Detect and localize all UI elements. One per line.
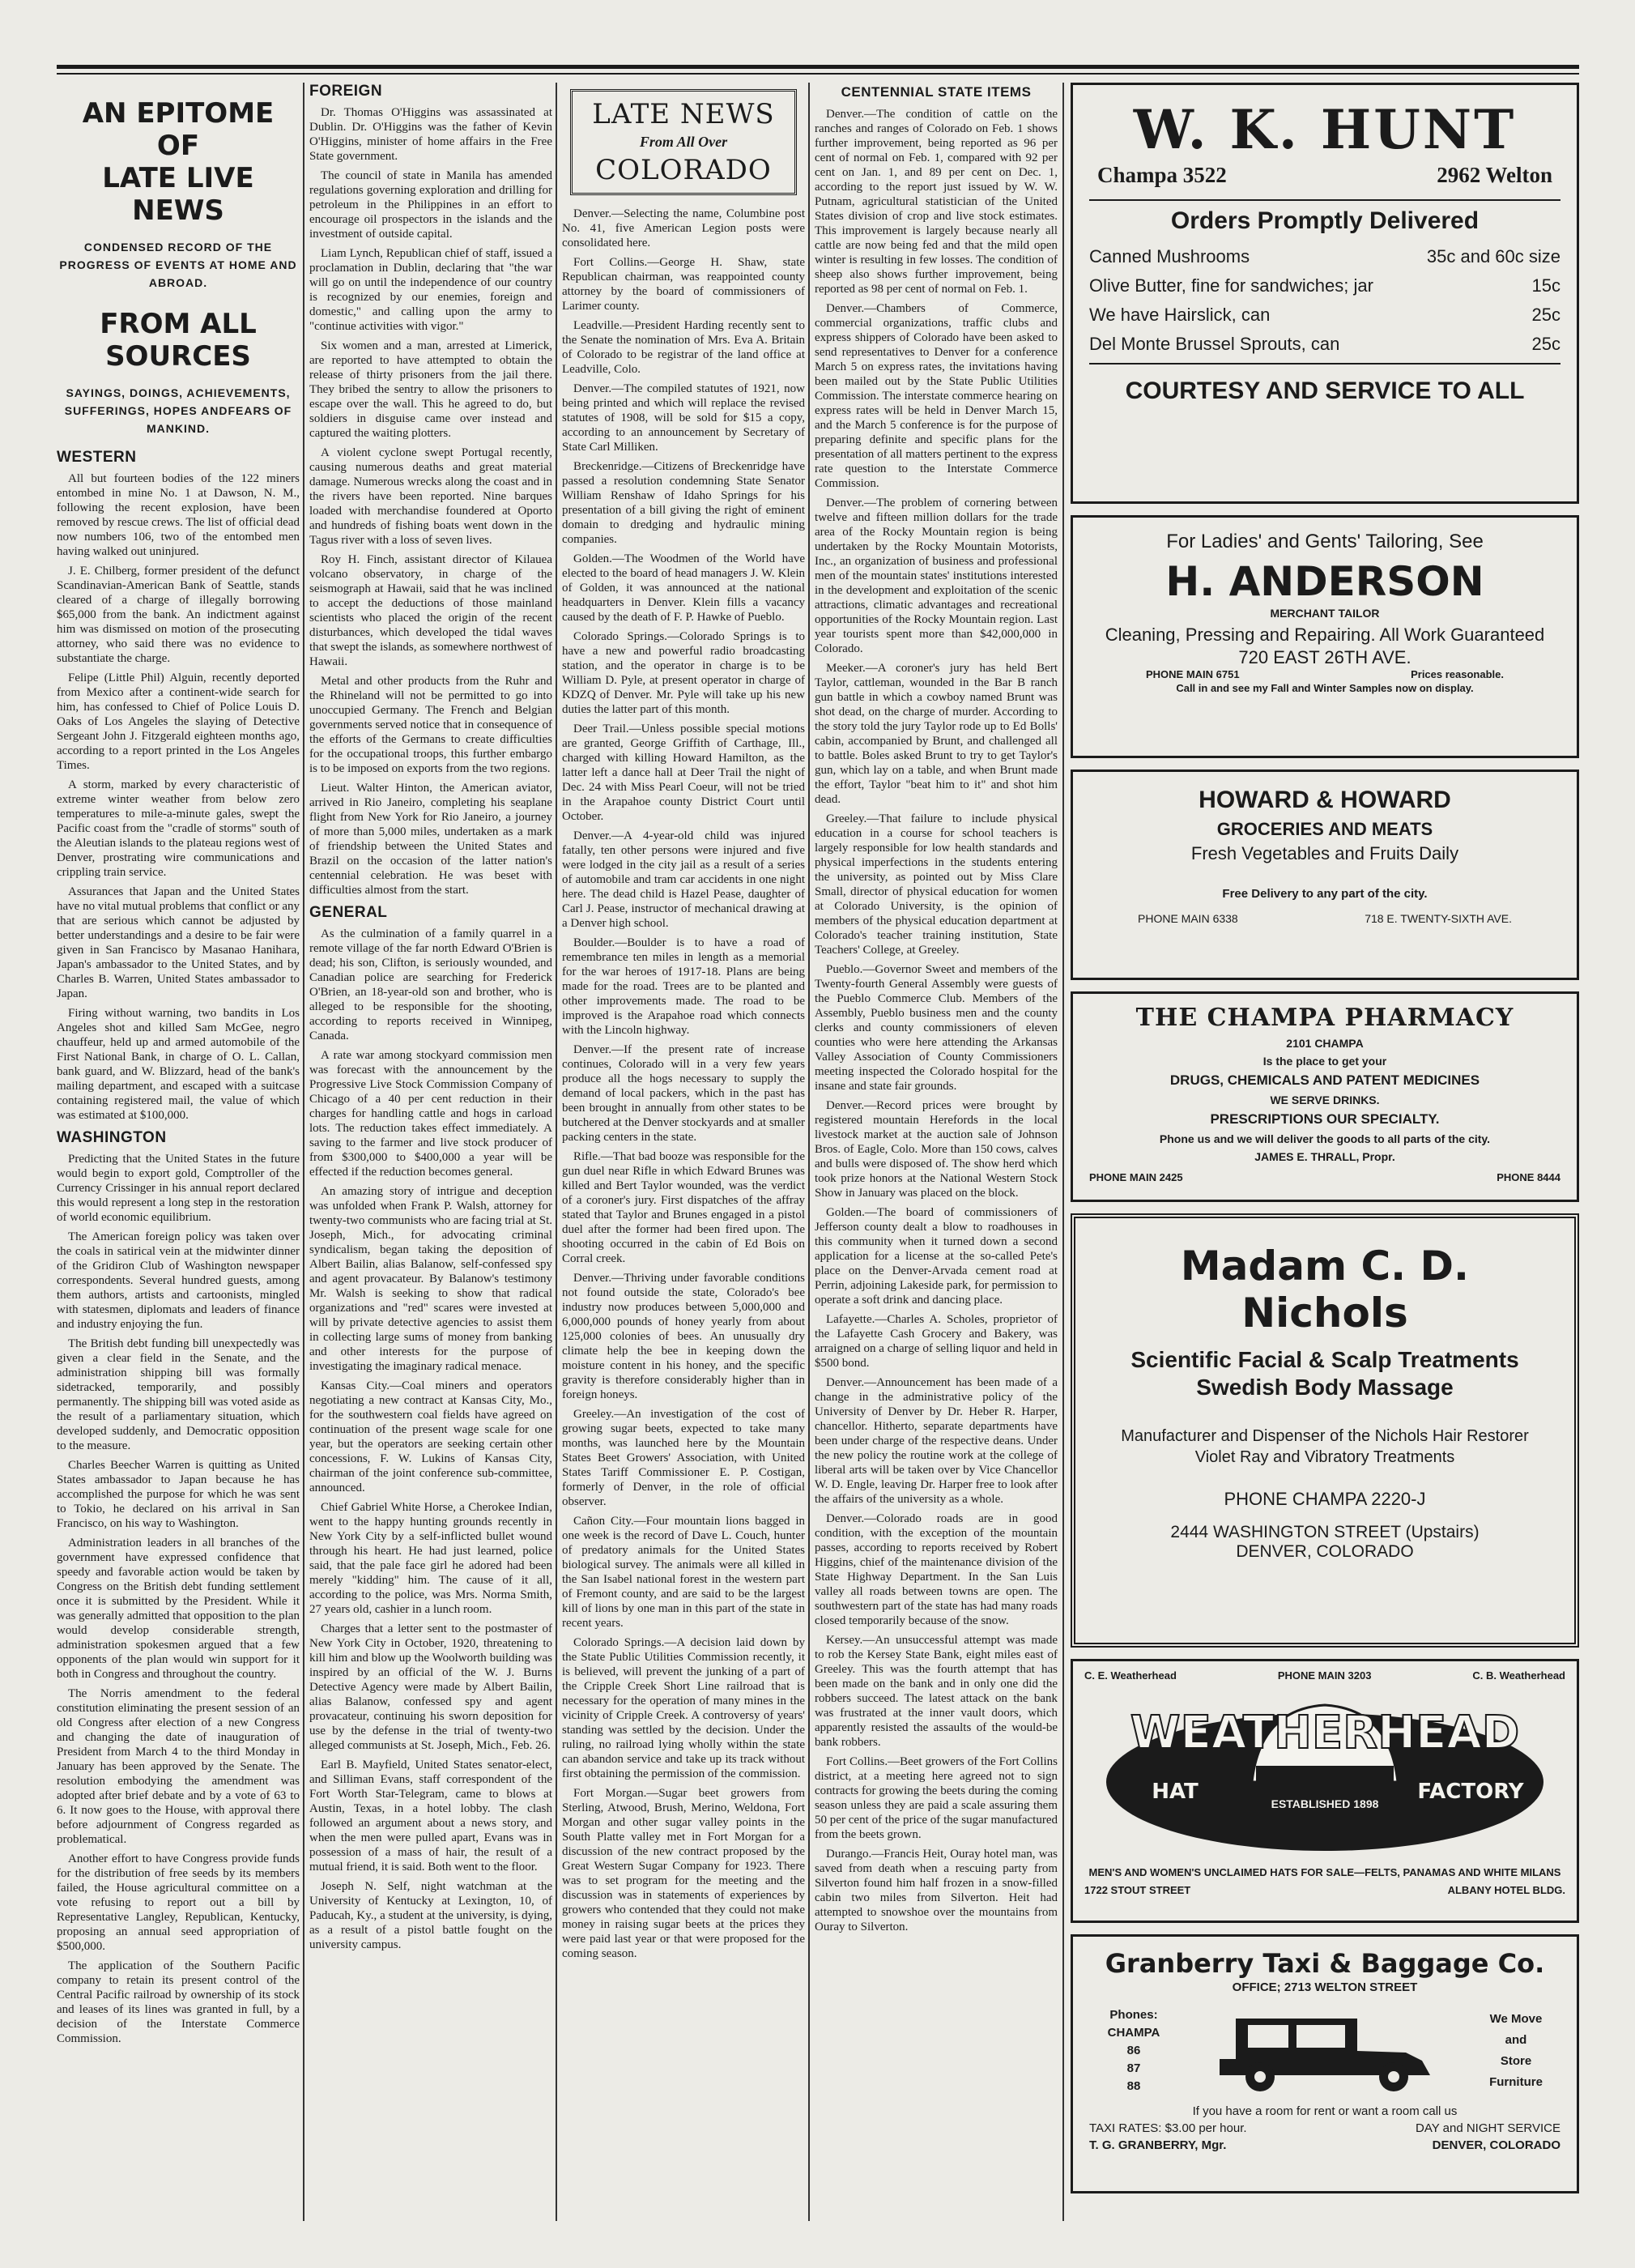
hunt-item-price: 35c and 60c size — [1426, 246, 1560, 266]
weatherhead-addr-right: ALBANY HOTEL BLDG. — [1447, 1884, 1565, 1896]
weatherhead-line1: MEN'S AND WOMEN'S UNCLAIMED HATS FOR SALE—FELTS, PANAMAS AND WHITE MILANS — [1088, 1866, 1561, 1878]
article-paragraph: Boulder.—Boulder is to have a road of remembrance ten miles in length as a memorial for the war heroes of 1917-18. Plans are being made for the road. Trees are to be planted and other improvements made. The road to be improved is the Arapahoe road which connects with the Lincoln highway. — [562, 936, 805, 1037]
hunt-item-label: We have Hairslick, can — [1089, 305, 1271, 325]
late-news-colorado: COLORADO — [595, 154, 772, 186]
hunt-item-price: 25c — [1531, 334, 1560, 354]
howard-name: HOWARD & HOWARD — [1199, 787, 1451, 813]
nichols-line1: Scientific Facial & Scalp Treatments — [1130, 1347, 1519, 1372]
article-paragraph: Meeker.—A coroner's jury has held Bert Taylor, cattleman, wounded in the Bar B ranch gun battle in which a cowboy named Brunt was shot dead, on the charge of murder. According to the story told the jury Taylor rode up to Ed Bolls' cabin, accompanied by Brunt, and challenged all to battle. Boles asked Brunt to try to get Taylor's gun, which lay on a table, and when Brunt made the effort, Taylor "beat him to it" and shot him dead. — [815, 662, 1058, 806]
granberry-middle — [1089, 2002, 1560, 2100]
granberry-line1: If you have a room for rent or want a room call us — [1192, 2104, 1458, 2118]
weatherhead-right: C. B. Weatherhead — [1472, 1669, 1565, 1682]
article-paragraph: Predicting that the United States in the future would begin to export gold, Comptroller of the Currency Crissinger in his annual report declared this would represent a long step in the restoration of world economic equilibrium. — [57, 1153, 300, 1224]
column-rule — [556, 83, 557, 2221]
hunt-address: 2962 Welton — [1437, 163, 1552, 187]
article-paragraph: Pueblo.—Governor Sweet and members of the Twenty-fourth General Assembly were guests of the Pueblo Commerce Club. Members of the Assembly, Pueblo business men and the county clerks and county commissioners of eleven counties who were here attending the Arkansas Valley Association of County Commissioners meeting inspected the Colorado hospital for the insane and state fair grounds. — [815, 963, 1058, 1093]
pharmacy-prop: JAMES E. THRALL, Propr. — [1254, 1150, 1395, 1163]
article-paragraph: Joseph N. Self, night watchman at the University of Kentucky at Lexington, 10, of Paducah, Ky., a student at the university, is dying, as a result of a pistol battle fought on the university campus. — [309, 1880, 552, 1951]
article-paragraph: Metal and other products from the Ruhr and the Rhineland will not be permitted to go into unoccupied Germany. The French and Belgian governments served notice that in consequence of the efforts of the Germans to create difficulties for the occupational troops, this further embargo is to be imposed on exports from the two regions. — [309, 675, 552, 775]
pharmacy-row — [1089, 1171, 1560, 1183]
granberry-service: DAY and NIGHT SERVICE — [1416, 2121, 1560, 2135]
anderson-phone: PHONE MAIN 6751 — [1146, 668, 1240, 680]
weatherhead-phone: PHONE MAIN 3203 — [1277, 1669, 1372, 1682]
granberry-move4: Furniture — [1489, 2075, 1543, 2089]
article-paragraph: The application of the Southern Pacific company to retain its present control of the Central Pacific railroad by ownership of its stock and leases of its lines was granted in full, by a decision of the Interstate Commerce Commission. — [57, 1959, 300, 2045]
hunt-phone: Champa 3522 — [1097, 163, 1227, 187]
hunt-price-item — [1089, 305, 1560, 326]
article-paragraph: Denver.—Chambers of Commerce, commercial organizations, traffic clubs and express shippers of Colorado have been asked to send representatives to Denver for a conference March 5 on express rates, the invitations having been mailed out by the State Public Utilities Commission. The interstate commerce hearing on express rates will be held in Denver March 15, and the March 5 conference is for the purpose of preparing definite and specific plans for the presentation of all matters pertinent to the express rate question to the Interstate Commerce Commission. — [815, 302, 1058, 490]
nichols-address2: DENVER, COLORADO — [1236, 1542, 1414, 1561]
newspaper-page — [57, 65, 1579, 2236]
article-paragraph: Liam Lynch, Republican chief of staff, issued a proclamation in Dublin, declaring that "the war will go on until the independence of our country is recognized by our enemies, foreign and domestic," and calling upon the army to "continue activities with vigor." — [309, 247, 552, 333]
nichols-line3: Manufacturer and Dispenser of the Nichols Hair Restorer — [1121, 1427, 1529, 1445]
hunt-contact-row — [1097, 163, 1552, 188]
article-paragraph: An amazing story of intrigue and deception was unfolded when Frank P. Walsh, attorney for twenty-two communists who are facing trial at St. Joseph, Mich., for advocating criminal syndicalism, began taking the deposition of Albert Bailin, alias Balanow, self-confessed spy and agent provacateur. By Balanow's testimony Mr. Walsh is seeking to show that radical organizations and "red" scares were invested at will by private detective agencies to assist them in collecting large sums of money from banking and other interests for the purpose of investigating the imaginary radical menace. — [309, 1185, 552, 1373]
article-paragraph: Chief Gabriel White Horse, a Cherokee Indian, went to the happy hunting grounds recently in New York City by a self-inflicted bullet wound through his heart. He had just learned, police said, that the pale face girl he adored had been merely "kidding" him. The cause of it all, according to the police, was Mrs. Norma Smith, 27 years old, cashier in a lunch room. — [309, 1501, 552, 1616]
article-paragraph: Golden.—The Woodmen of the World have elected to the board of head managers J. W. Klein of Golden, it was announced at the national headquarters in Denver. Klein fills a vacancy caused by the death of F. P. Hawke of Pueblo. — [562, 552, 805, 624]
pharmacy-name: THE CHAMPA PHARMACY — [1135, 1004, 1514, 1032]
masthead-line2: LATE LIVE NEWS — [102, 162, 254, 227]
article-paragraph: A rate war among stockyard commission men was forecast with the announcement by the Progressive Live Stock Commission Company of Chicago of a 40 per cent reduction in their charges for handling cattle and hogs in carload lots. The reduction takes effect immediately. A saving to the farmer and live stock producer of from $300,000 to $400,000 a year will be effected if the reduction becomes general. — [309, 1049, 552, 1179]
nichols-line4: Violet Ray and Vibratory Treatments — [1194, 1448, 1455, 1466]
granberry-rates-row — [1089, 2121, 1560, 2135]
pharmacy-phone2: PHONE 8444 — [1497, 1171, 1560, 1183]
nichols-name: Madam C. D. Nichols — [1180, 1243, 1470, 1336]
article-paragraph: Leadville.—President Harding recently sent to the Senate the nomination of Mrs. Eva A. Britain of Colorado to be registrar of the land office at Leadville, Colo. — [562, 319, 805, 376]
late-news-subtitle: From All Over — [639, 134, 728, 150]
pharmacy-line3: WE SERVE DRINKS. — [1270, 1094, 1380, 1106]
granberry-office: OFFICE; 2713 WELTON STREET — [1232, 1980, 1418, 1994]
article-paragraph: Colorado Springs.—A decision laid down by the State Public Utilities Commission recently, it is believed, will prevent the junking of a part of the Cripple Creek Short Line railroad that is necessary for the operation of many mines in the vicinity of Cripple Creek. A controversy of years' standing was settled by the decision. Under the ruling, no railroad lying wholly within the state can abandon service and take up its track without first obtaining the permission of the commission. — [562, 1636, 805, 1780]
howard-row — [1089, 912, 1560, 925]
anderson-title: MERCHANT TAILOR — [1270, 607, 1380, 620]
section-heading-washington: WASHINGTON — [57, 1129, 167, 1146]
weatherhead-logo-word: WEATHERHEAD — [1130, 1707, 1520, 1759]
late-news-box — [570, 89, 797, 195]
anderson-services: Cleaning, Pressing and Repairing. All Work Guaranteed — [1105, 625, 1545, 645]
anderson-row — [1089, 668, 1560, 680]
pharmacy-line1: Is the place to get your — [1262, 1055, 1387, 1068]
article-paragraph: Earl B. Mayfield, United States senator-elect, and Silliman Evans, staff correspondent of the Fort Worth Star-Telegram, came to blows at Austin, Texas, in a hotel lobby. The clash followed an argument about a news story, and when the men were pulled apart, Evans was in possession of a mass of hair, the result of a mutual friend, it is said. Both went to the floor. — [309, 1759, 552, 1874]
washington-articles — [57, 1152, 300, 2046]
howard-address: 718 E. TWENTY-SIXTH AVE. — [1365, 912, 1512, 925]
ad-anderson-tailor — [1071, 515, 1579, 758]
article-paragraph: Denver.—The condition of cattle on the ranches and ranges of Colorado on Feb. 1 shows further improvement, being reported as 96 per cent of normal on Feb. 1, compared with 92 per cent on Jan. 1, and 89 per cent on Dec. 1, according to the report just issued by W. W. Putnam, agricultural statistician of the United States division of crop and live stock estimates. This improvement is largely because nearly all cattle are now being fed and that the mild open winter is resulting in few losses. The condition of sheep also shows further improvement, being reported as 98 per cent of normal on Feb. 1. — [815, 108, 1058, 296]
granberry-move2: and — [1505, 2033, 1527, 2047]
article-paragraph: Rifle.—That bad booze was responsible for the gun duel near Rifle in which Edward Brunes was killed and Bert Taylor wounded, was the verdict of a coroner's jury. First dispatches of the affray stated that Taylor and Brunes engaged in a pistol duel after the former had been fired upon. The shooting occurred in the cabin of Ed Bois on Corral creek. — [562, 1150, 805, 1265]
granberry-mgr-row — [1089, 2138, 1560, 2152]
masthead-from-all-sources: FROM ALL SOURCES — [100, 308, 257, 373]
hunt-item-label: Canned Mushrooms — [1089, 246, 1250, 266]
anderson-intro: For Ladies' and Gents' Tailoring, See — [1166, 531, 1484, 552]
article-paragraph: Assurances that Japan and the United States have no vital mutual problems that conflict or any that are serious which cannot be adjusted by better understandings and a desire to be fair were given in San Francisco by Masanao Hanihara, Japan's ambassador to the United States, and by Charles B. Warren, United States ambassador to Japan. — [57, 885, 300, 1000]
hunt-item-label: Del Monte Brussel Sprouts, can — [1089, 334, 1340, 354]
granberry-city: DENVER, COLORADO — [1432, 2138, 1560, 2152]
article-paragraph: Greeley.—An investigation of the cost of growing sugar beets, expected to take many months, was launched here by the Mountain States Beet Growers' Association, with United States Tariff Commissioner E. P. Costigan, formerly of Denver, in the role of official observer. — [562, 1408, 805, 1508]
article-paragraph: J. E. Chilberg, former president of the defunct Scandinavian-American Bank of Seattle, stands cleared of a charge of illegally borrowing $65,000 from the bank. An indictment against him was dismissed on motion of the prosecuting attorney, who said there was no evidence to substantiate the charge. — [57, 565, 300, 665]
howard-phone: PHONE MAIN 6338 — [1138, 912, 1238, 925]
pharmacy-line5: Phone us and we will deliver the goods to all parts of the city. — [1159, 1132, 1491, 1145]
top-rule-thin — [57, 73, 1579, 75]
anderson-name: H. ANDERSON — [1165, 558, 1484, 605]
nichols-phone: PHONE CHAMPA 2220-J — [1224, 1489, 1426, 1509]
granberry-move3: Store — [1500, 2054, 1532, 2068]
article-paragraph: The Norris amendment to the federal constitution eliminating the present session of an old Congress after election of a new Congress and changing the date of inauguration of President from March 4 to the third Monday in January has been approved by the Senate. The resolution embodying the amendment was adopted after brief debate and by a vote of 63 to 6. It now goes to the House, with approval there before adjournment of Congress regarded as problematical. — [57, 1687, 300, 1846]
article-paragraph: Another effort to have Congress provide funds for the distribution of free seeds by its members failed, the House agricultural committee on a vote refusing to report out a bill by Representative Langley, Republican, Kentucky, proposing an annual seed appropriation of $500,000. — [57, 1852, 300, 1953]
article-paragraph: Kersey.—An unsuccessful attempt was made to rob the Kersey State Bank, eight miles east of Greeley. This was the fourth attempt that has been made on the bank and in only one did the robbers succeed. The latest attack on the bank was frustrated at the inner vault doors, which apparently resisted the assaults of the would-be bank robbers. — [815, 1634, 1058, 1749]
divider — [1089, 363, 1560, 364]
article-paragraph: Denver.—The problem of cornering between twelve and fifteen million dollars for the trade area of the Rocky Mountain region is being undertaken by the Rocky Mountain Motorists, Inc., an organization of business and professional men of the mountain states' institutions interested in the development and exploitation of the scenic attractions, climatic advantages and recreational opportunities of the Rocky Mountain region. Last year tourists spent more than $42,000,000 in Colorado. — [815, 497, 1058, 655]
article-paragraph: Denver.—The compiled statutes of 1921, now being printed and which will replace the revised statutes of 1908, will be sold for $15 a copy, according to an announcement by Secretary of State Carl Milliken. — [562, 382, 805, 454]
anderson-footer: Call in and see my Fall and Winter Samples now on display. — [1176, 682, 1474, 694]
article-paragraph: Greeley.—That failure to include physical education in a course for school teachers is largely responsible for low health standards and physical imperfections in the students entering the university, as pointed out by Miss Clare Small, director of physical education for women at Colorado University, is the opinion of members of the physical education department at Colorado's teacher training institution, State Teachers' College, at Greeley. — [815, 812, 1058, 957]
article-paragraph: Felipe (Little Phil) Alguin, recently deported from Mexico after a continent-wide search for him, has confessed to Chief of Police Louis D. Oaks of Los Angeles the slaying of Detective Sergeant John J. Fitzgerald eighteen months ago, according to a report printed in the Los Angeles Times. — [57, 671, 300, 772]
granberry-n2: 87 — [1126, 2061, 1141, 2075]
pharmacy-number: 2101 CHAMPA — [1286, 1037, 1364, 1050]
pharmacy-phone1: PHONE MAIN 2425 — [1089, 1171, 1183, 1183]
article-paragraph: Dr. Thomas O'Higgins was assassinated at Dublin. Dr. O'Higgins was the father of Kevin O'Higgins, minister of home affairs in the Free State government. — [309, 106, 552, 163]
late-news-title: LATE NEWS — [592, 98, 775, 130]
granberry-n1: 86 — [1126, 2044, 1141, 2057]
article-paragraph: Charges that a letter sent to the postmaster of New York City in October, 1920, threatening to kill him and blow up the Woolworth building was inspired by an official of the W. J. Burns Detective Agency were made by Albert Bailin, alias Balanow, confessed spy and agent provacateur, continuing his sworn deposition for use by the defense in the trial of twenty-two alleged communists at St. Joseph, Mich., Feb. 26. — [309, 1622, 552, 1752]
masthead — [57, 97, 300, 227]
weatherhead-hat-logo — [1098, 1685, 1552, 1855]
article-paragraph: Six women and a man, arrested at Limerick, are reported to have attempted to obtain the release of thirty prisoners from the jail there. They bribed the sentry to allow the prisoners to escape over the wall. This he agreed to do, but soldiers in disguise came over instead and captured the waiting plotters. — [309, 339, 552, 440]
column-advertisements — [1071, 83, 1579, 2221]
hunt-price-item — [1089, 275, 1560, 296]
article-paragraph: Denver.—Colorado roads are in good condition, with the exception of the mountain passes, according to reports received by Robert Higgins, chief of the maintenance division of the State Highway Department. In the San Luis valley all roads between towns are open. The southwestern part of the state has had many roads closed temporarily because of the snow. — [815, 1512, 1058, 1627]
column-rule — [1062, 83, 1064, 2221]
hunt-price-list — [1089, 246, 1560, 355]
centennial-articles — [815, 107, 1058, 1934]
western-articles — [57, 471, 300, 1123]
ad-granberry-taxi — [1071, 1934, 1579, 2193]
granberry-move1: We Move — [1489, 2012, 1543, 2026]
article-paragraph: Colorado Springs.—Colorado Springs is to have a new and powerful radio broadcasting station, and the operator in charge is to be William D. Pyle, at present operator in charge of KDZQ of Denver. Mr. Pyle will take up his new duties the latter part of this month. — [562, 630, 805, 716]
article-paragraph: Lieut. Walter Hinton, the American aviator, arrived in Rio Janeiro, completing his seaplane flight from New York for Rio Janeiro, a journey of more than 5,000 miles, undertaken as a mark of friendship between the United States and Brazil on the occasion of the latter nation's centennial celebration. He was beset with difficulties almost from the start. — [309, 782, 552, 897]
weatherhead-addr-left: 1722 STOUT STREET — [1084, 1884, 1191, 1896]
weatherhead-names — [1084, 1669, 1565, 1682]
article-paragraph: Denver.—Selecting the name, Columbine post No. 41, five American Legion posts were consolidated here. — [562, 207, 805, 249]
column-foreign-general — [309, 83, 552, 2221]
hunt-footer: COURTESY AND SERVICE TO ALL — [1125, 377, 1525, 404]
ad-champa-pharmacy — [1071, 991, 1579, 1202]
nichols-products — [1092, 1426, 1558, 1468]
article-paragraph: Denver.—If the present rate of increase continues, Colorado will in a very few years produce all the hogs necessary to supply the demand of local packers, which in the past has been brought in annually from other states to be butchered at the Denver stockyards and at smaller packing centers in the state. — [562, 1043, 805, 1144]
article-paragraph: Denver.—A 4-year-old child was injured fatally, ten other persons were injured and five were lodged in the city jail as a result of a series of automobile and tram car accidents in one night here. The dead child is Hazel Pease, daughter of Carl J. Pease, instructor of mechanical drawing at a Denver high school. — [562, 829, 805, 930]
section-heading-foreign: FOREIGN — [309, 83, 383, 100]
granberry-n3: 88 — [1126, 2079, 1141, 2093]
weatherhead-address-row — [1084, 1884, 1565, 1896]
column-rule — [808, 83, 810, 2221]
ad-weatherhead — [1071, 1659, 1579, 1923]
ad-madam-nichols — [1071, 1213, 1579, 1648]
nichols-line2: Swedish Body Massage — [1196, 1375, 1454, 1400]
weatherhead-factory-label: FACTORY — [1417, 1780, 1524, 1804]
hunt-price-item — [1089, 334, 1560, 355]
divider — [1089, 199, 1560, 201]
article-paragraph: Fort Morgan.—Sugar beet growers from Sterling, Atwood, Brush, Merino, Weldona, Fort Morgan and other sugar valley points in the South Platte valley met in Fort Morgan for a discussion of the new contract proposed by the Great Western Sugar Company for 1923. There was to set program for the meeting and the discussion was in statements of experiences by growers who contended that they could not make money in raising sugar beets at the prices they were paid last year or that were proposed for the coming season. — [562, 1787, 805, 1960]
ad-wk-hunt — [1071, 83, 1579, 504]
taxi-car-icon — [1203, 2002, 1446, 2100]
article-paragraph: Breckenridge.—Citizens of Breckenridge have passed a resolution condemning State Senator William Renshaw of Idaho Springs for his presentation of a bill giving the right of eminent domain to dredging and hydraulic mining companies. — [562, 460, 805, 546]
granberry-phones — [1089, 2006, 1178, 2095]
nichols-address1: 2444 WASHINGTON STREET (Upstairs) — [1170, 1523, 1480, 1541]
article-paragraph: Roy H. Finch, assistant director of Kilauea volcano observatory, in charge of the seismograph at Hawaii, said that he was inclined to accept the deductions of those mainland scientists who placed the origin of the recent disturbances, which developed the tidal waves that swept the islands, as somewhere northwest of Hawaii. — [309, 553, 552, 668]
article-paragraph: Kansas City.—Coal miners and operators negotiating a new contract at Kansas City, Mo., for the southwestern coal fields have agreed on continuation of the present wage scale for one year, but the operators are seeking certain other concessions, F. W. Lukins of Kansas City, chairman of the joint conference sub-committee, announced. — [309, 1379, 552, 1494]
granberry-moving — [1471, 2009, 1560, 2093]
article-paragraph: Cañon City.—Four mountain lions bagged in one week is the record of Dave L. Couch, hunter of predatory animals for the United States biological survey. The animals were all killed in the San Isabel national forest in the western part of Fremont county, and are said to be the largest kill of lions by one man in this part of the state in recent years. — [562, 1515, 805, 1630]
article-paragraph: Fort Collins.—George H. Shaw, state Republican chairman, was reappointed county attorney by the board of commissioners of Larimer county. — [562, 256, 805, 313]
howard-line1: GROCERIES AND MEATS — [1216, 819, 1433, 839]
column-epitome — [57, 83, 300, 2221]
article-paragraph: Denver.—Announcement has been made of a change in the administrative policy of the University of Denver by Dr. Heber R. Harper, chancellor. Hitherto, separate departments have been under charge of the respective deans. Under the new policy the routine work at the college of liberal arts will be taken over by Vice Chancellor W. D. Engle, leaving Dr. Harper free to look after the affairs of the university as a whole. — [815, 1376, 1058, 1506]
anderson-prices: Prices reasonable. — [1411, 668, 1504, 680]
hunt-item-label: Olive Butter, fine for sandwiches; jar — [1089, 275, 1373, 296]
foreign-articles — [309, 105, 552, 897]
article-paragraph: Fort Collins.—Beet growers of the Fort Collins district, at a meeting here agreed not to sign contracts for growing the beets during the coming season unless they are paid a scale assuring them 50 per cent of the price of the sugar manufactured from the beets grown. — [815, 1755, 1058, 1841]
article-paragraph: All but fourteen bodies of the 122 miners entombed in mine No. 1 at Dawson, N. M., following the recent explosion, have been removed by rescue crews. The list of official dead now numbers 106, two of the entombed men having walked out uninjured. — [57, 472, 300, 558]
article-paragraph: The British debt funding bill unexpectedly was given a clear field in the Senate, and the administration shipping bill was formally sidetracked, temporarily, and possibly permanently. The shipping bill was voted aside as the result of a parliamentary situation, which developed suddenly, and Democratic opposition to the measure. — [57, 1337, 300, 1452]
weatherhead-left: C. E. Weatherhead — [1084, 1669, 1177, 1682]
hunt-item-price: 25c — [1531, 305, 1560, 325]
masthead-subtitle-2: SAYINGS, DOINGS, ACHIEVEMENTS, SUFFERINGS, HOPES ANDFEARS OF MANKIND. — [64, 386, 292, 435]
masthead-line1: AN EPITOME OF — [82, 97, 275, 162]
article-paragraph: Golden.—The board of commissioners of Jefferson county dealt a blow to roadhouses in this community when it turned down a second application for a license at the so-called Pete's place on the Denver-Arvada cement road at Perrin, adjoining Lakeside park, for permission to operate a soft drink and dancing place. — [815, 1206, 1058, 1307]
weatherhead-hat-label: HAT — [1152, 1780, 1199, 1804]
nichols-services — [1092, 1346, 1558, 1401]
ad-howard-howard — [1071, 770, 1579, 980]
granberry-phones-label: Phones: — [1109, 2008, 1158, 2022]
hunt-item-price: 15c — [1531, 275, 1560, 296]
centennial-heading: CENTENNIAL STATE ITEMS — [841, 84, 1032, 100]
general-articles — [309, 927, 552, 1952]
granberry-name: Granberry Taxi & Baggage Co. — [1105, 1948, 1545, 1979]
top-rule — [57, 65, 1579, 69]
article-paragraph: Denver.—Thriving under favorable conditions not found outside the state, Colorado's bee industry now produces between 5,000,000 and 6,000,000 pounds of honey yearly from about 125,000 colonies of bees. An unusually dry climate help the bee in keeping down the moisture content in his honey, and the specific gravity is therefore considerably higher than in foreign honeys. — [562, 1272, 805, 1401]
article-paragraph: Charles Beecher Warren is quitting as United States ambassador to Japan because he has accomplished the purpose for which he was sent to Tokio, he declared on his arrival in San Francisco, on his way to Washington. — [57, 1459, 300, 1530]
article-paragraph: Durango.—Francis Heit, Ouray hotel man, was saved from death when a rescuing party from Silverton found him half frozen in a snow-filled cabin two miles from Silverton. Heit had attempted to snowshoe over the mountains from Ouray to Silverton. — [815, 1848, 1058, 1933]
article-paragraph: Administration leaders in all branches of the government have expressed confidence that speedy and favorable action would be taken by Congress on the British debt funding settlement once it is submitted by the President. While it was generally admitted that opposition to the plan would develop considerable strength, administration spokesmen argued that a few opponents of the plan would win support for it both in Congress and throughout the country. — [57, 1537, 300, 1681]
article-paragraph: Deer Trail.—Unless possible special motions are granted, George Griffith of Carthage, Ill., charged with killing Howard Hamilton, as the latter left a dance hall at Deer Trail the night of Dec. 24 with Miss Pearl Coeur, will not be tried in the Arapahoe county District Court until October. — [562, 723, 805, 823]
hunt-headline: Orders Promptly Delivered — [1170, 207, 1480, 234]
article-paragraph: As the culmination of a family quarrel in a remote village of the far north Edward O'Brien is dead; his son, Clifton, is seriously wounded, and Canadian police are searching for Frederick O'Brien, an 18-year-old son and brother, who is alleged to be responsible for the shooting, according to reports received in Winnipeg, Canada. — [309, 927, 552, 1042]
granberry-champa: CHAMPA — [1107, 2026, 1160, 2040]
granberry-rates: TAXI RATES: $3.00 per hour. — [1089, 2121, 1247, 2135]
nichols-address — [1092, 1523, 1558, 1562]
article-paragraph: A storm, marked by every characteristic of extreme winter weather from below zero temperatures to mile-a-minute gales, swept the Pacific coast from the "cradle of storms" south of the Aleutian islands to the plateau regions west of Denver, prostrating wire communications and crippling train service. — [57, 778, 300, 879]
anderson-address: 720 EAST 26TH AVE. — [1238, 647, 1411, 667]
granberry-mgr: T. G. GRANBERRY, Mgr. — [1089, 2138, 1227, 2152]
article-paragraph: Denver.—Record prices were brought by registered mountain Herefords in the local livestock market at the auction sale of Johnson Bros. of Eagle, Colo. More than 150 cows, calves and bulls were disposed of. The show herd which took prize honors at the National Western Stock Show in January was placed on the block. — [815, 1099, 1058, 1200]
howard-line2: Fresh Vegetables and Fruits Daily — [1190, 843, 1459, 863]
colorado-news-articles — [562, 207, 805, 1961]
masthead-subtitle: CONDENSED RECORD OF THE PROGRESS OF EVENTS AT HOME AND ABROAD. — [59, 241, 297, 289]
article-paragraph: The council of state in Manila has amended regulations governing exploration and drilling for petroleum in the Philippines in an effort to encourage oil prospectors in the islands and the investment of outside capital. — [309, 169, 552, 241]
howard-delivery: Free Delivery to any part of the city. — [1222, 887, 1428, 901]
article-paragraph: The American foreign policy was taken over the coals in satirical vein at the midwinter dinner of the Gridiron Club of Washington newspaper correspondents. Several hundred guests, among them authors, artists and cartoonists, mingled with statesmen, diplomats and leaders of finance and industry enjoying the fun. — [57, 1230, 300, 1331]
hunt-name: W. K. HUNT — [1133, 98, 1517, 161]
pharmacy-line2: DRUGS, CHEMICALS AND PATENT MEDICINES — [1169, 1072, 1480, 1088]
pharmacy-line4: PRESCRIPTIONS OUR SPECIALTY. — [1210, 1111, 1440, 1127]
column-centennial — [815, 83, 1058, 2221]
column-late-news — [562, 83, 805, 2221]
section-heading-general: GENERAL — [309, 904, 388, 921]
weatherhead-est: ESTABLISHED 1898 — [1271, 1797, 1379, 1810]
article-paragraph: Firing without warning, two bandits in Los Angeles shot and killed Sam McGee, negro chauffeur, held up and armed automobile of the First National Bank, in charge of O. L. Callan, bank guard, and W. Blizzard, head of the bank's mailing department, and escaped with a suitcase containing registered mail, the value of which was estimated at $100,000. — [57, 1007, 300, 1122]
section-heading-western: WESTERN — [57, 449, 137, 466]
article-paragraph: A violent cyclone swept Portugal recently, causing numerous deaths and great material damage. Numerous wrecks along the coast and in the rivers have been reported. Nine barques loaded with merchandise foundered at Oporto and hundreds of fishing boats went down in the Tagus river with a loss of seven lives. — [309, 446, 552, 547]
article-paragraph: Lafayette.—Charles A. Scholes, proprietor of the Lafayette Cash Grocery and Bakery, was arraigned on a charge of selling liquor and held in $500 bond. — [815, 1313, 1058, 1370]
hunt-price-item — [1089, 246, 1560, 267]
column-rule — [303, 83, 304, 2221]
